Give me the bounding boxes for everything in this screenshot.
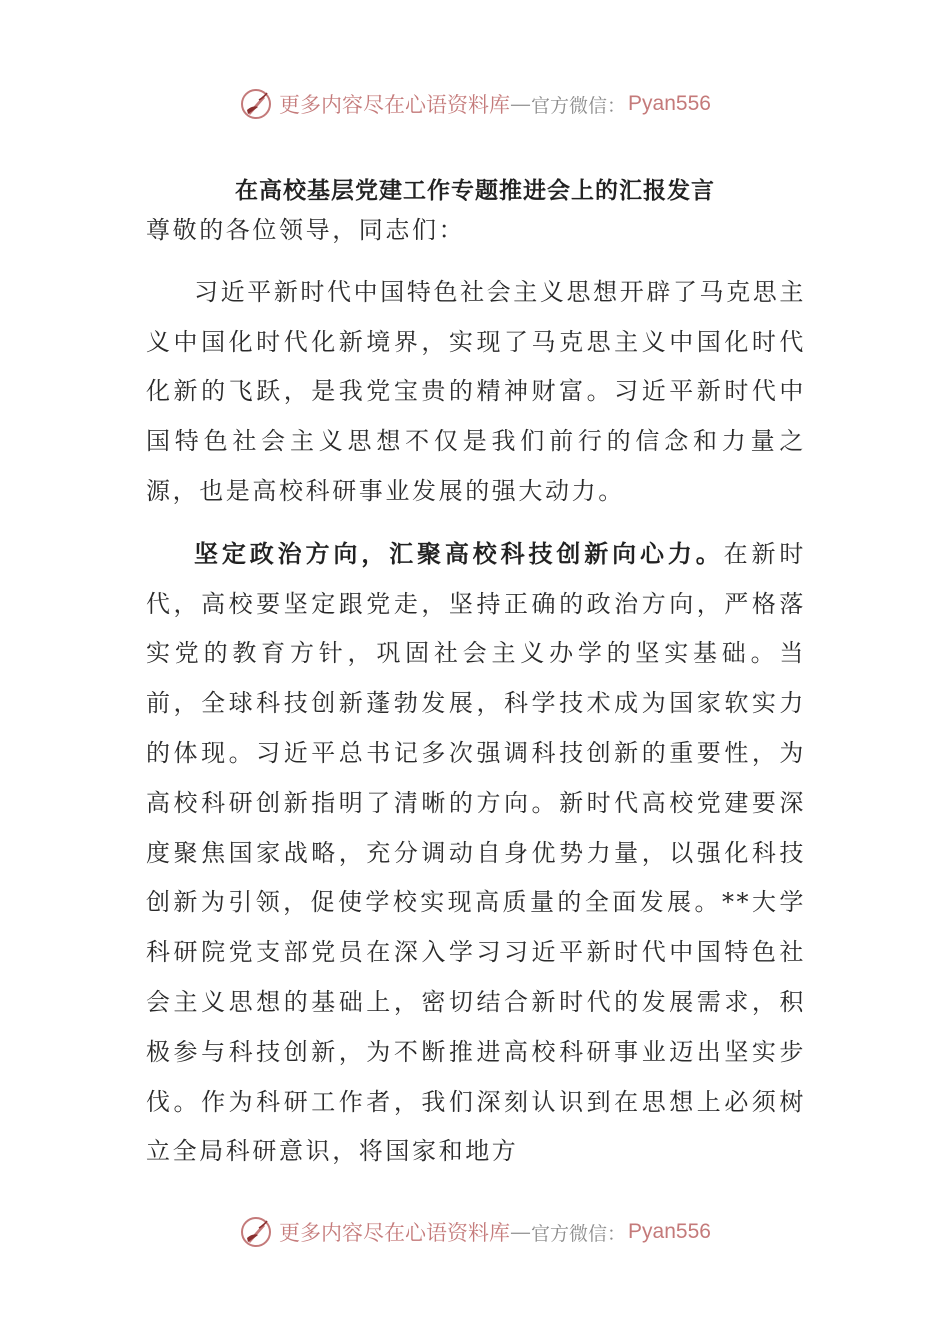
feather-pen-logo-icon [239, 1215, 273, 1249]
paragraph-lead-heading: 坚定政治方向，汇聚高校科技创新向心力。 [194, 538, 724, 568]
paragraph-political-direction [146, 529, 806, 1177]
wechat-label: 官方微信： [531, 1222, 627, 1245]
footer-watermark-banner [0, 1212, 950, 1252]
greeting: 尊敬的各位领导，同志们： [146, 216, 466, 244]
banner-separator: — [510, 1220, 532, 1244]
feather-pen-logo-icon [239, 87, 273, 121]
paragraph-intro: 习近平新时代中国特色社会主义思想开辟了马克思主义中国化时代化新境界，实现了马克思主义中国化时代化新的飞跃，是我党宝贵的精神财富。习近平新时代中国特色社会主义思想不仅是我们前行的信念和力量之源，也是高校科研事业发展的强大动力。 [146, 277, 806, 505]
header-watermark-banner [0, 84, 950, 124]
wechat-id: Pyan556 [628, 1220, 711, 1243]
brand-text: 更多内容尽在心语资料库 [279, 93, 511, 117]
brand-text: 更多内容尽在心语资料库 [279, 1221, 511, 1245]
document-title: 在高校基层党建工作专题推进会上的汇报发言 [235, 177, 715, 204]
document-body [146, 206, 806, 1177]
banner-separator: — [510, 92, 532, 116]
paragraph-body-text: 在新时代，高校要坚定跟党走，坚持正确的政治方向，严格落实党的教育方针，巩固社会主义办学的坚实基础。当前，全球科技创新蓬勃发展，科学技术成为国家软实力的体现。习近平总书记多次强调科技创新的重要性，为高校科研创新指明了清晰的方向。新时代高校党建要深度聚焦国家战略，充分调动自身优势力量，以强化科技创新为引领，促使学校实现高质量的全面发展。**大学科研院党支部党员在深入学习习近平新时代中国特色社会主义思想的基础上，密切结合新时代的发展需求，积极参与科技创新，为不断推进高校科研事业迈出坚实步伐。作为科研工作者，我们深刻认识到在思想上必须树立全局科研意识，将国家和地方 [146, 539, 806, 1166]
wechat-label: 官方微信： [531, 94, 627, 117]
wechat-id: Pyan556 [628, 92, 711, 115]
